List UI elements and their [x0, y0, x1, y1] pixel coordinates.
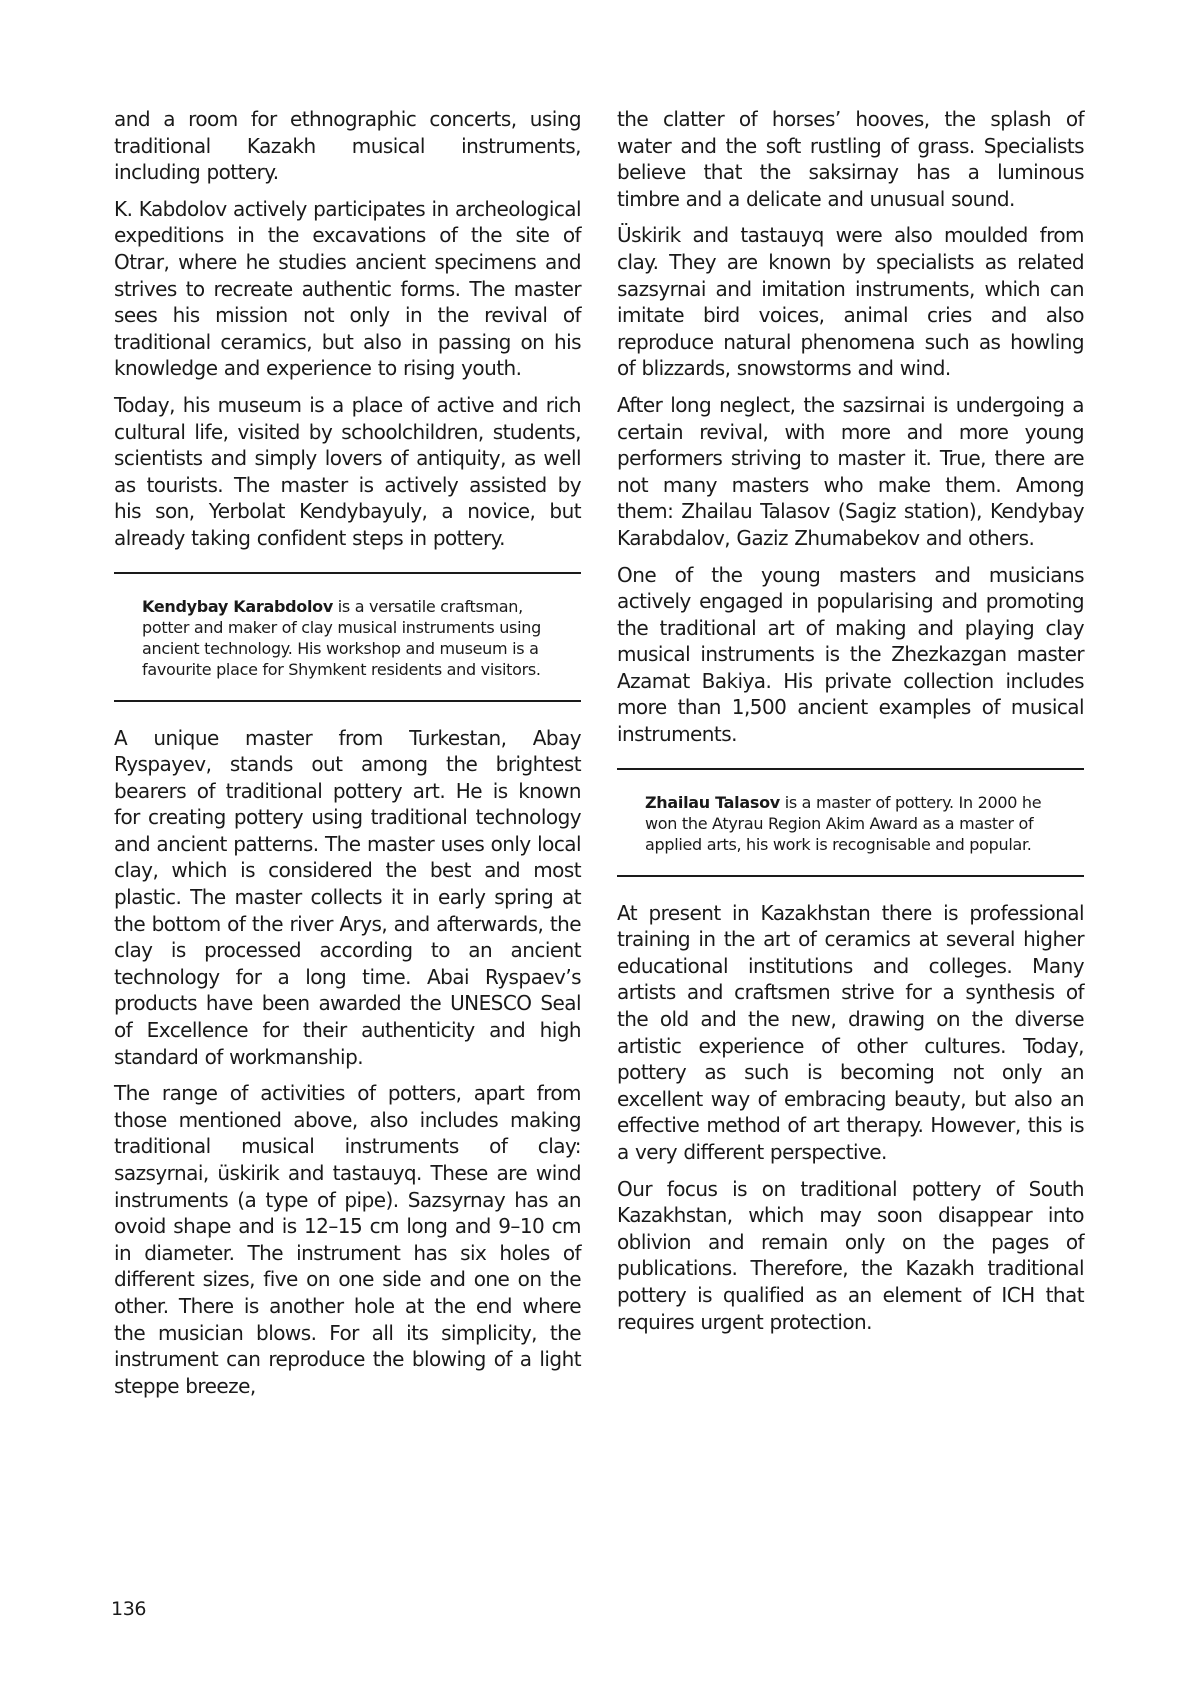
body-paragraph: After long neglect, the sazsirnai is undergoing a certain revival, with more and more young performers striving to master it. True, there are not many masters who make them. Among them: Zhailau Talasov (Sagiz station), Kendybay Karabdalov, Gaziz Zhumabekov and others.: [617, 392, 1084, 550]
body-paragraph: the clatter of horses’ hooves, the splash of water and the soft rustling of grass. Specialists believe that the saksirnay has a luminous timbre and a delicate and unusual sound.: [617, 107, 1084, 211]
body-paragraph: K. Kabdolov actively participates in archeological expeditions in the excavations of the site of Otrar, where he studies ancient specimens and strives to recreate authentic forms. The master sees his mission not only in the revival of traditional ceramics, but also in passing on his knowledge and experience to rising youth.: [114, 196, 581, 381]
body-paragraph: The range of activities of potters, apart from those mentioned above, also includes making traditional musical instruments of clay: sazsyrnai, üskirik and tastauyq. These are wind instruments (a type of pipe). Sazsyrnay has an ovoid shape and is 12–15 cm long and 9–10 cm in diameter. The instrument has six holes of different sizes, five on one side and one on the other. There is another hole at the end where the musician blows. For all its simplicity, the instrument can reproduce the blowing of a light steppe breeze,: [114, 1081, 581, 1398]
callout-body: is a master of pottery. In 2000 he won the Atyrau Region Akim Award as a master of applied arts, his work is recognisable and popular.: [645, 792, 1042, 854]
callout-box: [114, 572, 581, 702]
callout-name: Zhailau Talasov: [645, 792, 780, 812]
callout-body: is a versatile craftsman, potter and maker of clay musical instruments using ancient technology. His workshop and museum is a favourite place for Shymkent residents and visitors.: [142, 596, 541, 679]
body-paragraph: At present in Kazakhstan there is professional training in the art of ceramics at several higher educational institutions and colleges. Many artists and craftsmen strive for a synthesis of the old and the new, drawing on the diverse artistic experience of other cultures. Today, pottery as such is becoming not only an excellent way of embracing beauty, but also an effective method of art therapy. However, this is a very different perspective.: [617, 900, 1084, 1164]
callout-text: [142, 596, 553, 680]
callout-box: [617, 768, 1084, 877]
body-paragraph: One of the young masters and musicians actively engaged in popularising and promoting the traditional art of making and playing clay musical instruments is the Zhezkazgan master Azamat Bakiya. His private collection includes more than 1,500 ancient examples of musical instruments.: [617, 562, 1084, 747]
page-number: 136: [111, 1598, 147, 1620]
body-paragraph: A unique master from Turkestan, Abay Ryspayev, stands out among the brightest bearers of traditional pottery art. He is known for creating pottery using traditional technology and ancient patterns. The master uses only local clay, which is considered the best and most plastic. The master collects it in early spring at the bottom of the river Arys, and afterwards, the clay is processed according to an ancient technology for a long time. Abai Ryspaev’s products have been awarded the UNESCO Seal of Excellence for their authenticity and high standard of workmanship.: [114, 725, 581, 1069]
body-paragraph: Today, his museum is a place of active and rich cultural life, visited by schoolchildren, students, scientists and simply lovers of antiquity, as well as tourists. The master is actively assisted by his son, Yerbolat Kendybayuly, a novice, but already taking confident steps in pottery.: [114, 392, 581, 550]
callout-text: [645, 792, 1056, 855]
body-paragraph: and a room for ethnographic concerts, using traditional Kazakh musical instruments, including pottery.: [114, 107, 581, 185]
callout-name: Kendybay Karabdolov: [142, 596, 333, 616]
right-column: [617, 106, 1084, 1335]
body-paragraph: Our focus is on traditional pottery of South Kazakhstan, which may soon disappear into oblivion and remain only on the pages of publications. Therefore, the Kazakh traditional pottery is qualified as an element of ICH that requires urgent protection.: [617, 1176, 1084, 1334]
left-column: [114, 106, 581, 1399]
body-paragraph: Üskirik and tastauyq were also moulded from clay. They are known by specialists as related sazsyrnai and imitation instruments, which can imitate bird voices, animal cries and also reproduce natural phenomena such as howling of blizzards, snowstorms and wind.: [617, 223, 1084, 381]
